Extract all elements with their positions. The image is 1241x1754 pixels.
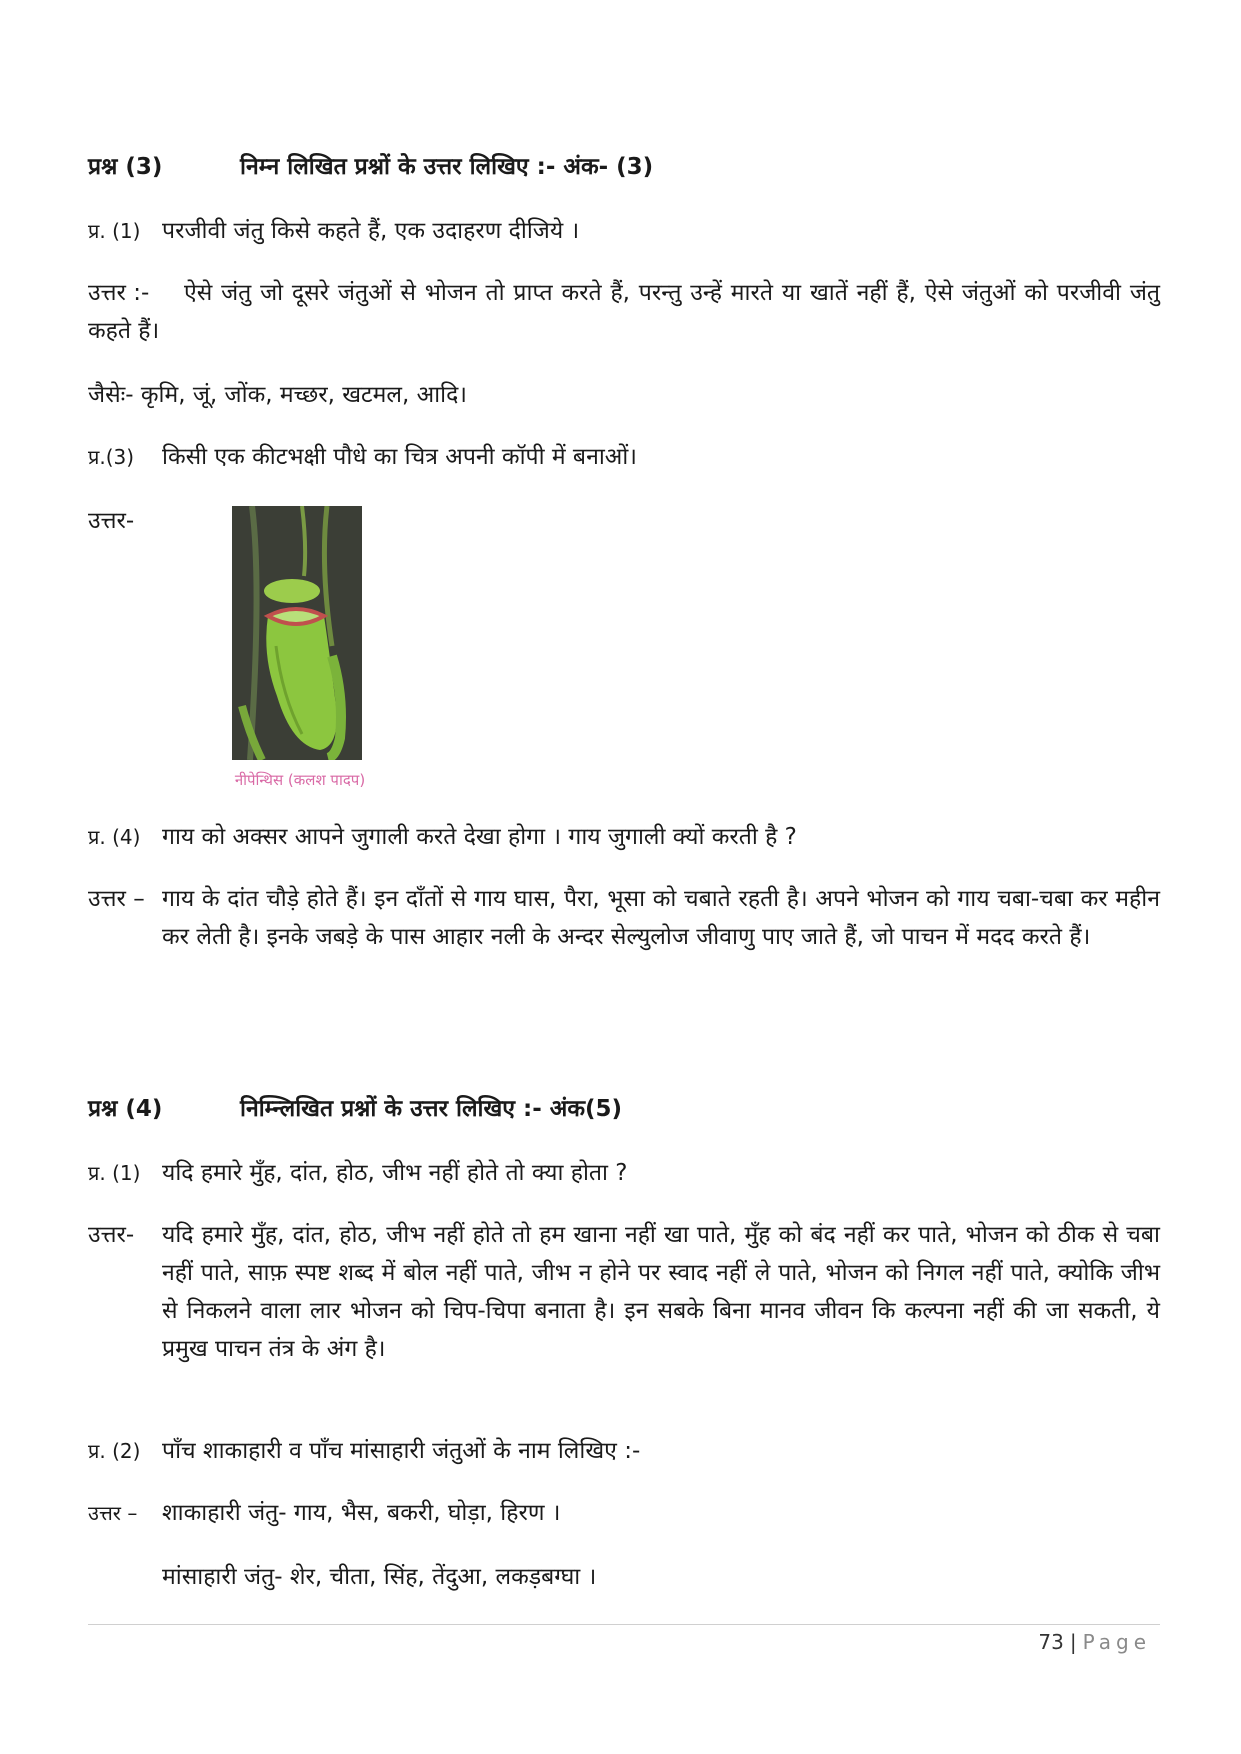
- page-number: 73: [1038, 1630, 1064, 1654]
- question-3-text: किसी एक कीटभक्षी पौधे का चित्र अपनी कॉपी में बनाओं।: [162, 444, 638, 470]
- section-3-heading: [88, 148, 1160, 186]
- section-3-number: प्रश्न (3): [88, 154, 163, 180]
- section-4-question-2-text: पाँच शाकाहारी व पाँच मांसाहारी जंतुओं के नाम लिखिए :-: [162, 1438, 641, 1464]
- example-list: जैसेः- कृमि, जूं, जोंक, मच्छर, खटमल, आदि।: [88, 382, 468, 408]
- question-3-label: प्र.(3): [88, 445, 135, 469]
- page-word: Page: [1082, 1630, 1151, 1654]
- carnivores-list: मांसाहारी जंतु- शेर, चीता, सिंह, तेंदुआ, लकड़बग्घा ।: [162, 1564, 597, 1590]
- section-4-answer-2: [88, 1494, 1160, 1532]
- question-1-text: परजीवी जंतु किसे कहते हैं, एक उदाहरण दीजिये ।: [162, 218, 580, 244]
- question-1: [88, 212, 1160, 250]
- answer-1-text: ऐसे जंतु जो दूसरे जंतुओं से भोजन तो प्राप्त करते हैं, परन्तु उन्हें मारते या खातें नहीं हैं, ऐसे जंतुओं को परजीवी जंतु कहते हैं।: [88, 280, 1160, 344]
- question-1-label: प्र. (1): [88, 219, 141, 243]
- section-4-question-1-text: यदि हमारे मुँह, दांत, होठ, जीभ नहीं होते तो क्या होता ?: [162, 1160, 628, 1186]
- footer-divider: [88, 1624, 1160, 1625]
- answer-1-label: उत्तर :-: [88, 280, 150, 306]
- answer-4: [88, 880, 1160, 956]
- pitcher-plant-image: [232, 506, 362, 760]
- answer-4-label: उत्तर –: [88, 886, 145, 912]
- section-4-answer-1-text: यदि हमारे मुँह, दांत, होठ, जीभ नहीं होते तो हम खाना नहीं खा पाते, मुँह को बंद नहीं कर पाते, भोजन को ठीक से चबा नहीं पाते, साफ़ स्पष्ट शब्द में बोल नहीं पाते, जीभ न होने पर स्वाद नहीं ले पाते, भोजन को निगल नहीं पाते, क्योकि जीभ से निकलने वाला लार भोजन को चिप-चिपा बनाता है। इन सबके बिना मानव जीवन कि कल्पना नहीं की जा सकती, ये प्रमुख पाचन तंत्र के अंग है।: [162, 1222, 1160, 1362]
- section-4-answer-2-label: उत्तर –: [88, 1501, 138, 1525]
- answer-3-label: उत्तर-: [88, 508, 135, 534]
- section-4-question-2: [88, 1432, 1160, 1470]
- section-4-title: निम्न्लिखित प्रश्नों के उत्तर लिखिए :- अंक(5): [240, 1096, 623, 1122]
- section-4-number: प्रश्न (4): [88, 1096, 163, 1122]
- answer-1: [88, 274, 1160, 350]
- section-3-title: निम्न लिखित प्रश्नों के उत्तर लिखिए :- अंक- (3): [240, 154, 654, 180]
- section-4-answer-1: [88, 1216, 1160, 1368]
- answer-4-text: गाय के दांत चौड़े होते हैं। इन दाँतों से गाय घास, पैरा, भूसा को चबाते रहती है। अपने भोजन को गाय चबा-चबा कर महीन कर लेती है। इनके जबड़े के पास आहार नली के अन्दर सेल्युलोज जीवाणु पाए जाते हैं, जो पाचन में मदद करते हैं।: [162, 886, 1160, 950]
- pitcher-plant-illustration: [232, 506, 362, 760]
- question-4: [88, 818, 1160, 856]
- section-4-question-1-label: प्र. (1): [88, 1161, 141, 1185]
- section-4-answer-1-label: उत्तर-: [88, 1222, 135, 1248]
- page-footer: [1038, 1630, 1151, 1654]
- section-4-heading: [88, 1090, 1160, 1128]
- question-4-text: गाय को अक्सर आपने जुगाली करते देखा होगा । गाय जुगाली क्यों करती है ?: [162, 824, 797, 850]
- question-4-label: प्र. (4): [88, 825, 141, 849]
- section-4-question-2-label: प्र. (2): [88, 1439, 141, 1463]
- footer-separator: |: [1069, 1630, 1077, 1654]
- plant-caption: नीपेन्थिस (कलश पादप): [234, 771, 366, 789]
- herbivores-list: शाकाहारी जंतु- गाय, भैस, बकरी, घोड़ा, हिरण ।: [162, 1500, 561, 1526]
- question-3: [88, 438, 1160, 476]
- section-4-question-1: [88, 1154, 1160, 1192]
